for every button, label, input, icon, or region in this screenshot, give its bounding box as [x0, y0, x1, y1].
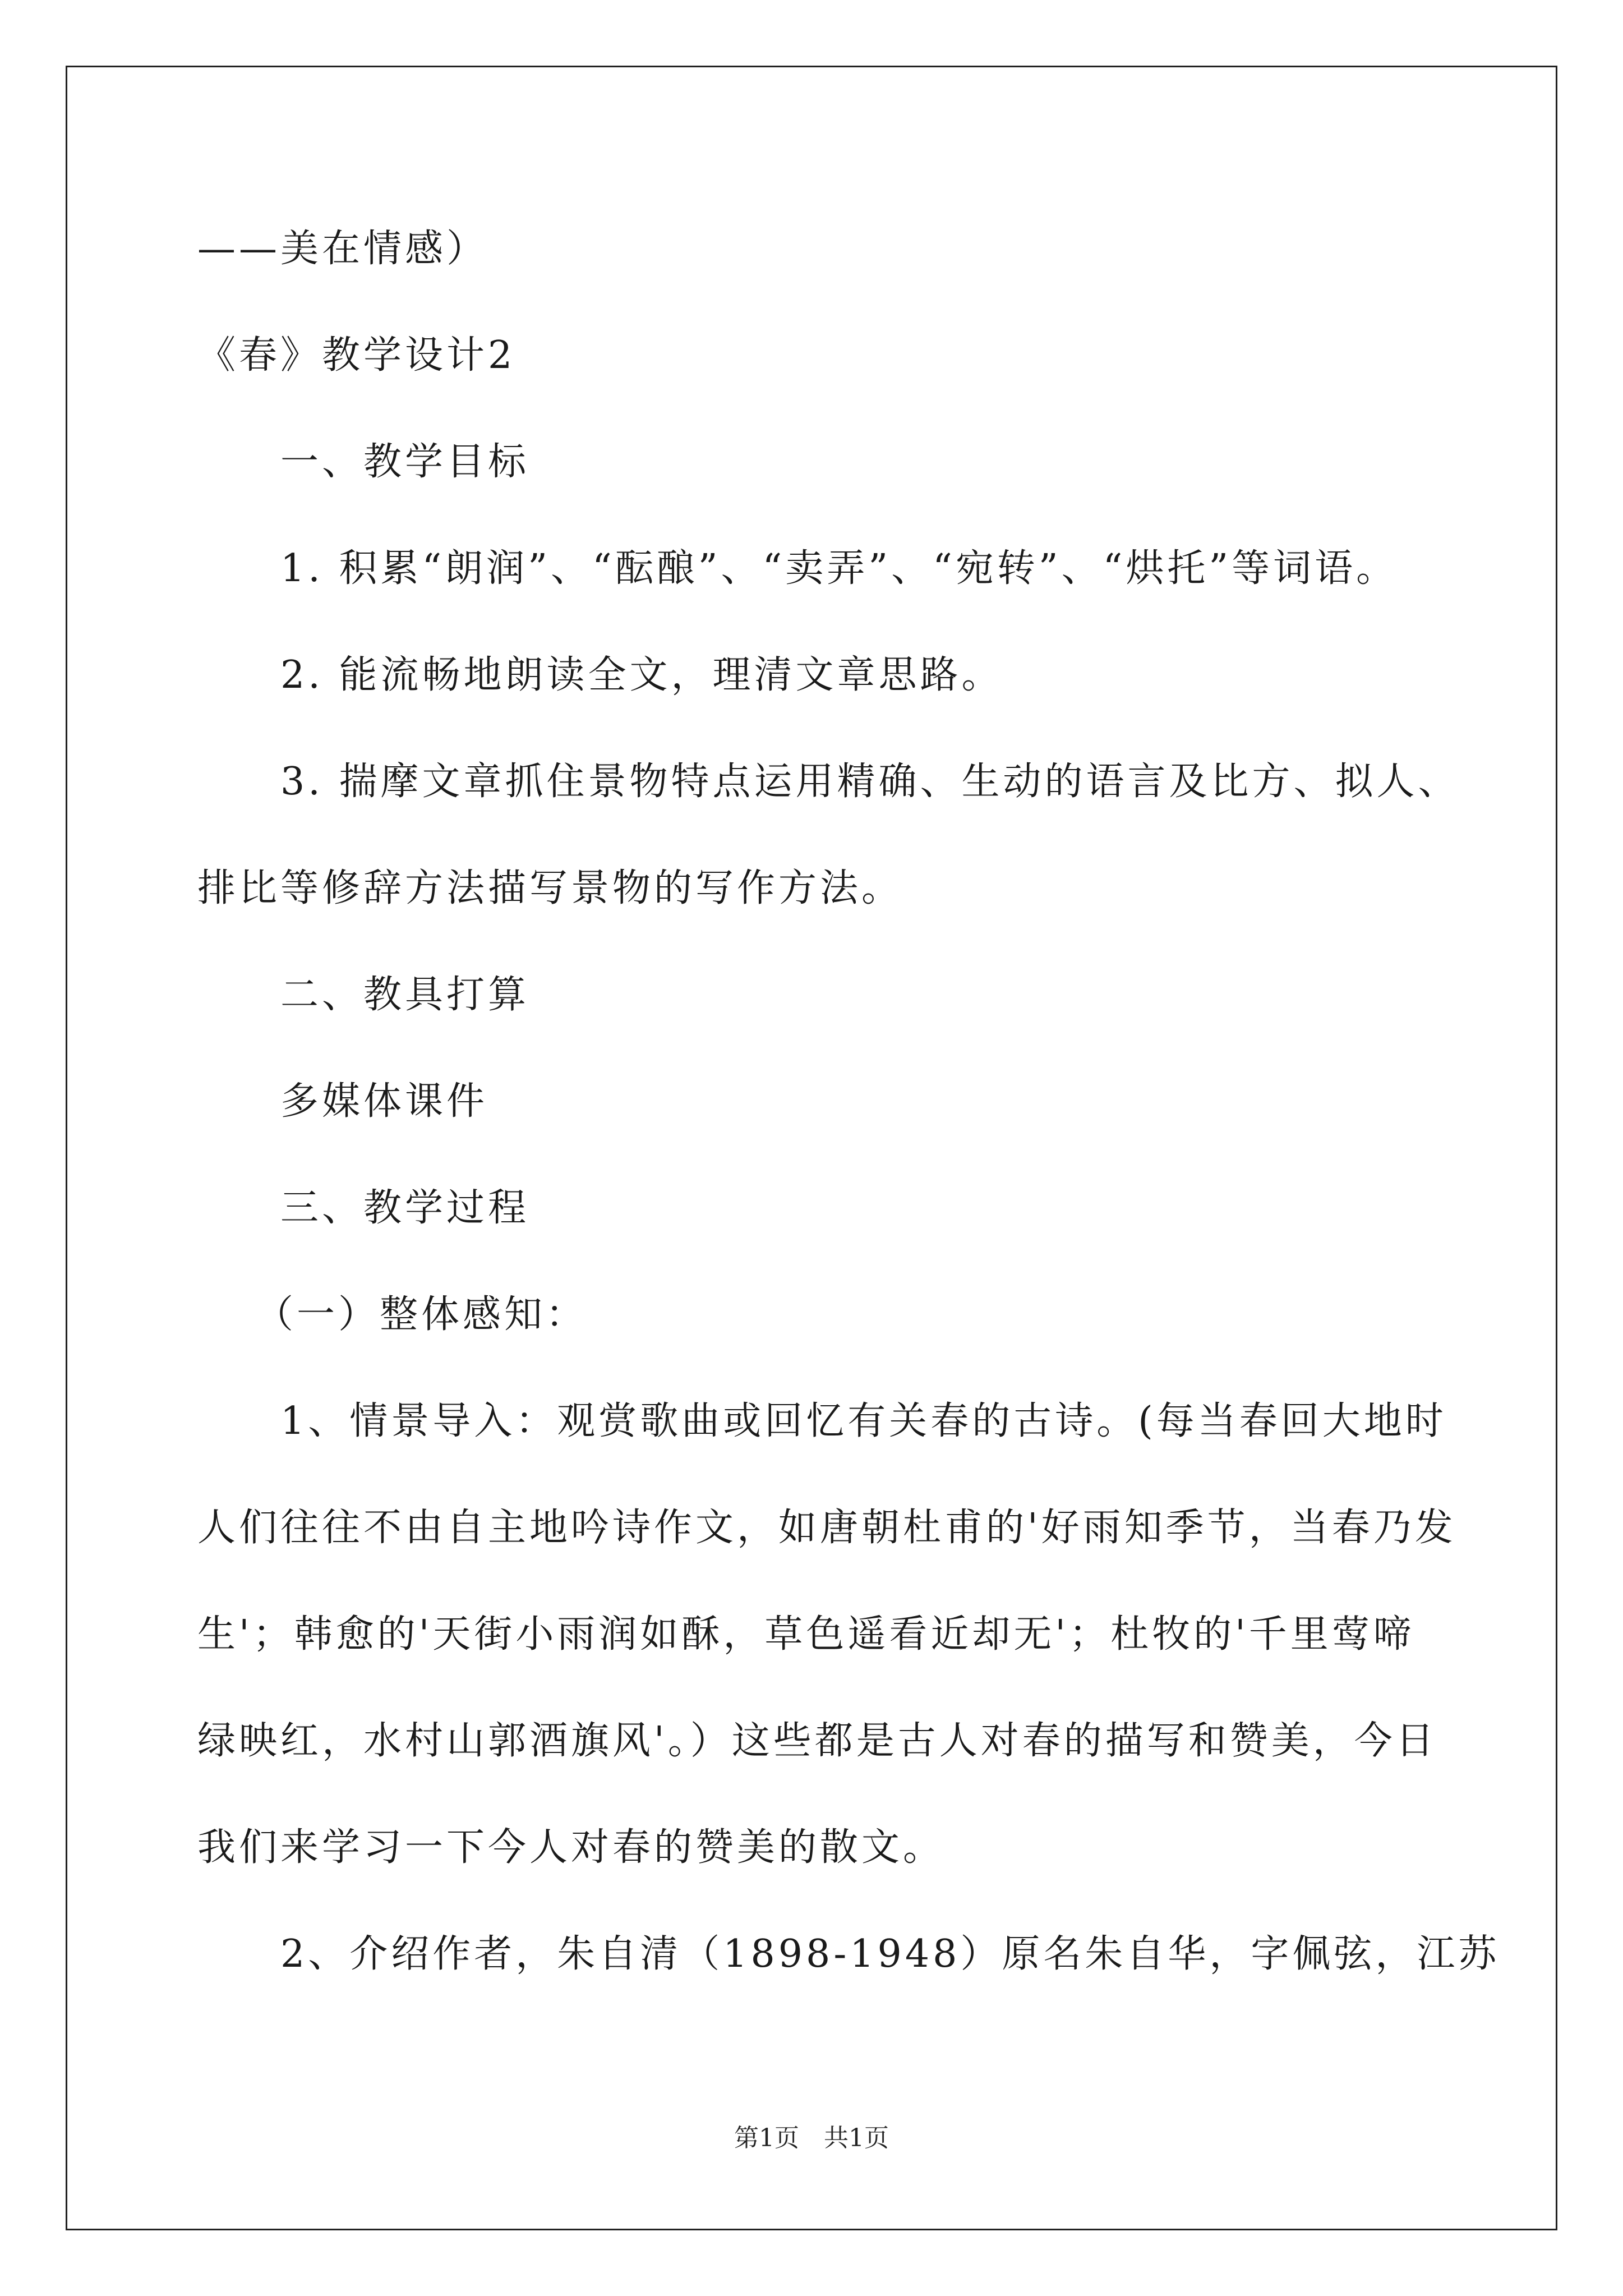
text-line: 排比等修辞方法描写景物的写作方法。	[197, 866, 903, 910]
subsection-heading: （一）整体感知：	[255, 1292, 588, 1337]
section-heading: 一、教学目标	[280, 440, 530, 484]
text-line: 生'；韩愈的'天街小雨润如酥，草色遥看近却无'；杜牧的'千里莺啼	[197, 1612, 1415, 1657]
text-line: 人们往往不由自主地吟诗作文，如唐朝杜甫的'好雨知季节，当春乃发	[197, 1506, 1456, 1550]
text-line: 绿映红，水村山郭酒旗风'。）这些都是古人对春的描写和赞美，今日	[197, 1719, 1437, 1763]
text-line: 1. 积累“朗润”、“酝酿”、“卖弄”、“宛转”、“烘托”等词语。	[280, 546, 1398, 591]
text-line: 2、介绍作者，朱自清（1898-1948）原名朱自华，字佩弦，江苏	[280, 1932, 1500, 1976]
section-heading: 二、教具打算	[280, 973, 530, 1017]
text-line: 2. 能流畅地朗读全文，理清文章思路。	[280, 653, 1003, 697]
section-heading: 三、教学过程	[280, 1186, 530, 1230]
page-number: 第1页 共1页	[734, 2124, 889, 2152]
text-line: 多媒体课件	[280, 1079, 488, 1124]
text-line: 3. 揣摩文章抓住景物特点运用精确、生动的语言及比方、拟人、	[280, 760, 1460, 804]
text-line: ——美在情感）	[197, 227, 488, 271]
text-line: 1、情景导入：观赏歌曲或回忆有关春的古诗。(每当春回大地时	[280, 1399, 1447, 1443]
text-line: 我们来学习一下今人对春的赞美的散文。	[197, 1825, 945, 1870]
document-heading: 《春》教学设计2	[197, 333, 516, 378]
page-border	[66, 66, 1557, 2230]
